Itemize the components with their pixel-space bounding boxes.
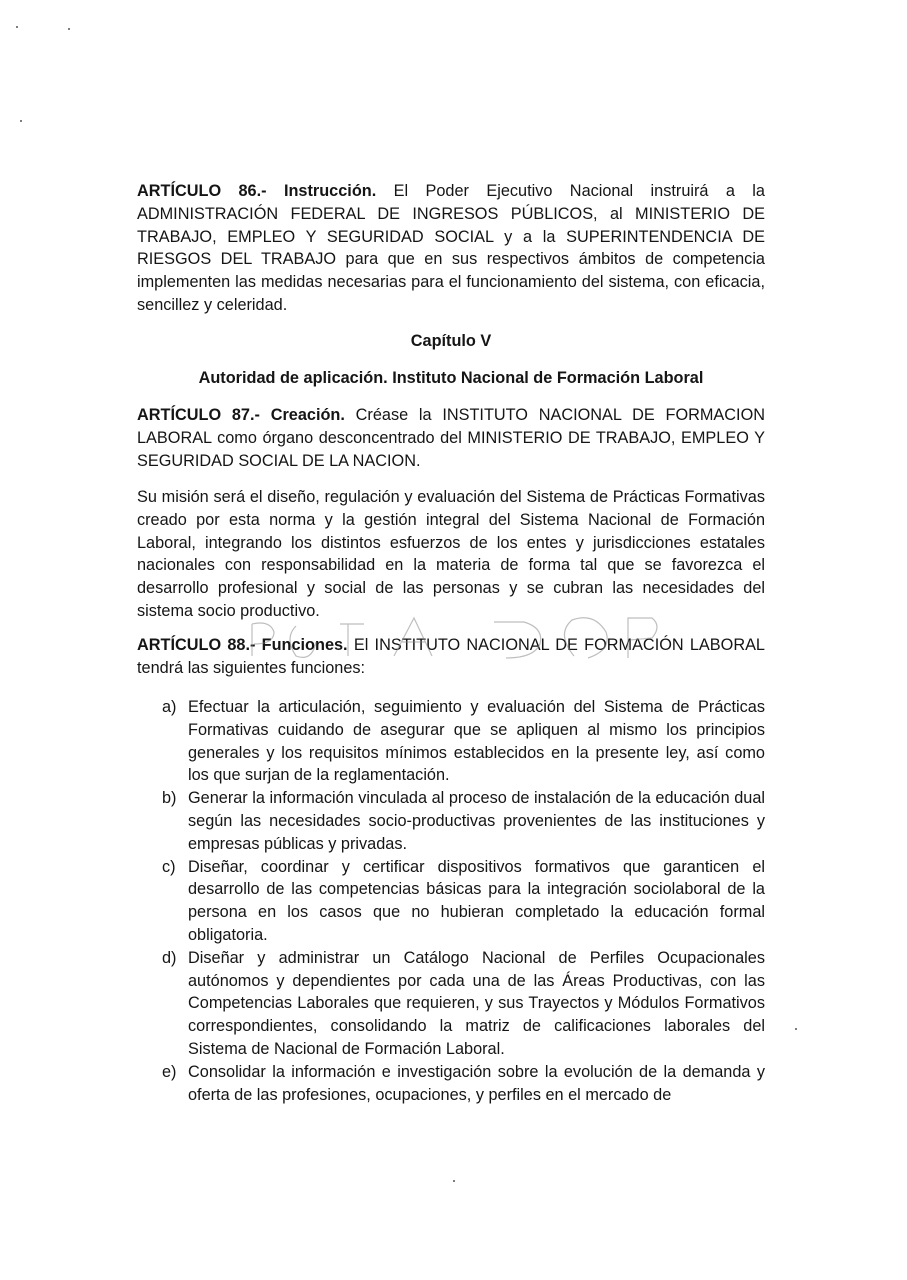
- article-87-mission-paragraph: Su misión será el diseño, regulación y evaluación del Sistema de Prácticas Formativas creado por esta norma y la gestión integral del Sistema Nacional de Formación Laboral, integrando los distintos esfuerzos de los entes y jurisdicciones estatales nacionales con responsabilidad en la materia de forma tal que se favorezca el desarrollo profesional y social de las personas y se cubran las necesidades del sistema socio productivo.: [137, 488, 765, 620]
- article-86-body: El Poder Ejecutivo Nacional instruirá a la ADMINISTRACIÓN FEDERAL DE INGRESOS PÚBLICOS, al MINISTERIO DE TRABAJO, EMPLEO Y SEGURIDAD SOCIAL y a la SUPERINTENDENCIA DE RIESGOS DEL TRABAJO para que en sus respectivos ámbitos de competencia implementen las medidas necesarias para el funcionamiento del sistema, con eficacia, sencillez y celeridad.: [137, 182, 765, 314]
- list-item: [162, 696, 765, 787]
- scan-speck: [795, 1028, 797, 1030]
- functions-list: [162, 696, 765, 1106]
- chapter-title: Capítulo V: [410, 332, 492, 350]
- list-item-text: Diseñar, coordinar y certificar dispositivos formativos que garanticen el desarrollo de las competencias básicas para la integración sociolaboral de la persona en los casos que no hubieran completado la educación formal obligatoria.: [188, 857, 765, 944]
- article-86-heading: ARTÍCULO 86.- Instrucción.: [137, 182, 377, 200]
- list-item: [162, 947, 765, 1061]
- list-item: [162, 856, 765, 947]
- list-item-marker: e): [162, 1062, 177, 1081]
- list-item-marker: c): [162, 857, 176, 876]
- scan-speck: [68, 28, 70, 30]
- article-87-body: Créase la INSTITUTO NACIONAL DE FORMACION LABORAL como órgano desconcentrado del MINISTERIO DE TRABAJO, EMPLEO Y SEGURIDAD SOCIAL DE LA NACION.: [137, 406, 765, 470]
- list-item: [162, 1061, 765, 1107]
- article-88-body: El INSTITUTO NACIONAL DE FORMACIÓN LABORAL tendrá las siguientes funciones:: [137, 636, 765, 677]
- scan-speck: [16, 26, 18, 28]
- list-item: [162, 787, 765, 855]
- article-86-paragraph: [137, 180, 765, 317]
- list-item-text: Consolidar la información e investigación sobre la evolución de la demanda y oferta de las profesiones, ocupaciones, y perfiles en el mercado de: [188, 1062, 765, 1104]
- article-87-heading: ARTÍCULO 87.- Creación.: [137, 406, 345, 424]
- list-item-marker: a): [162, 698, 177, 716]
- article-88-heading: ARTÍCULO 88.- Funciones.: [137, 636, 348, 654]
- list-item-text: Generar la información vinculada al proceso de instalación de la educación dual según las necesidades socio-productivas provenientes de las instituciones y empresas públicas y privadas.: [188, 789, 765, 853]
- article-88-paragraph: [137, 634, 765, 680]
- list-item-marker: b): [162, 789, 177, 808]
- scan-speck: [20, 120, 22, 122]
- list-item-text: Efectuar la articulación, seguimiento y evaluación del Sistema de Prácticas Formativas cuidando de asegurar que se apliquen al mismo los principios generales y los requisitos mínimos establecidos en la presente ley, así como los que surjan de la reglamentación.: [188, 698, 765, 785]
- chapter-subtitle: Autoridad de aplicación. Instituto Nacional de Formación Laboral: [198, 369, 704, 387]
- scan-speck: [453, 1180, 455, 1182]
- list-item-marker: d): [162, 948, 177, 967]
- article-87-paragraph: [137, 404, 765, 472]
- list-item-text: Diseñar y administrar un Catálogo Nacional de Perfiles Ocupacionales autónomos y dependientes por cada una de las Áreas Productivas, con las Competencias Laborales que requieren, y sus Trayectos y Módulos Formativos correspondientes, consolidando la matriz de calificaciones laborales del Sistema de Nacional de Formación Laboral.: [188, 948, 765, 1058]
